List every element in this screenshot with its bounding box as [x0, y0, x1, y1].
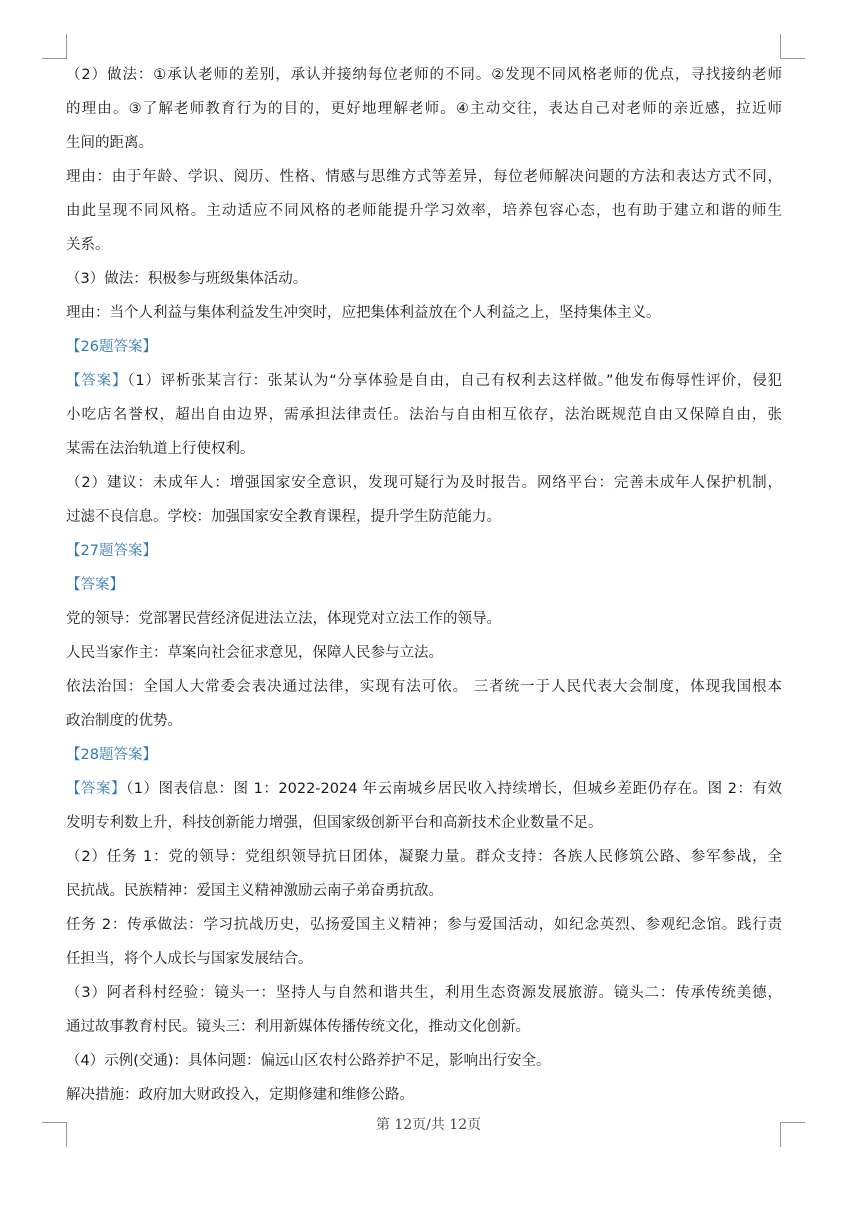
line-text: 过滤不良信息。学校：加强国家安全教育课程，提升学生防范能力。: [66, 509, 501, 525]
text-line: [66, 602, 782, 636]
section-heading: [66, 738, 782, 772]
line-text: 小吃店名誉权，超出自由边界，需承担法律责任。法治与自由相互依存，法治既规范自由又保障自由，张: [66, 407, 782, 423]
line-text: 理由：当个人利益与集体利益发生冲突时，应把集体利益放在个人利益之上，坚持集体主义。: [66, 305, 661, 321]
line-text: （3）做法：积极参与班级集体活动。: [66, 271, 308, 287]
line-text: （1）图表信息：图 1：2022-2024 年云南城乡居民收入持续增长，但城乡差距仍存在。图 2：有效: [126, 781, 782, 797]
line-text: （2）任务 1：党的领导：党组织领导抗日团体，凝聚力量。群众支持：各族人民修筑公路、参军参战，全: [66, 849, 782, 865]
text-line: [66, 1044, 782, 1078]
text-line: [66, 160, 782, 194]
line-text: （1）评析张某言行：张某认为“分享体验是自由，自己有权利去这样做。”他发布侮辱性评价，侵犯: [127, 373, 782, 389]
text-line: [66, 58, 782, 92]
text-line: [66, 670, 782, 704]
text-line: [66, 1010, 782, 1044]
text-line: [66, 976, 782, 1010]
text-line: [66, 228, 782, 262]
line-text: 人民当家作主：草案向社会征求意见，保障人民参与立法。: [66, 645, 443, 661]
text-line: [66, 262, 782, 296]
crop-mark-top-right: [780, 34, 805, 59]
text-line: [66, 704, 782, 738]
text-line: [66, 942, 782, 976]
text-line: [66, 1078, 782, 1112]
answer-label: 【26题答案】: [66, 339, 157, 355]
text-line: [66, 908, 782, 942]
answer-label: 【28题答案】: [66, 747, 157, 763]
answer-label: 【答案】: [66, 781, 127, 797]
line-text: 党的领导：党部署民营经济促进法立法，体现党对立法工作的领导。: [66, 611, 501, 627]
line-text: 任务 2：传承做法：学习抗战历史，弘扬爱国主义精神；参与爱国活动，如纪念英烈、参观纪念馆。践行责: [66, 917, 782, 933]
line-text: 关系。: [66, 237, 110, 253]
text-line: [66, 398, 782, 432]
text-line: [66, 636, 782, 670]
text-line: [66, 840, 782, 874]
section-heading: [66, 534, 782, 568]
text-line: [66, 500, 782, 534]
line-text: 任担当，将个人成长与国家发展结合。: [66, 951, 313, 967]
line-text: 通过故事教育村民。镜头三：利用新媒体传播传统文化，推动文化创新。: [66, 1019, 530, 1035]
line-text: （3）阿者科村经验：镜头一：坚持人与自然和谐共生，利用生态资源发展旅游。镜头二：传承传统美德，: [66, 985, 782, 1001]
text-line: [66, 296, 782, 330]
line-text: 由此呈现不同风格。主动适应不同风格的老师能提升学习效率，培养包容心态，也有助于建立和谐的师生: [66, 203, 782, 219]
text-line: [66, 772, 782, 806]
line-text: 生间的距离。: [66, 135, 153, 151]
line-text: （2）做法：①承认老师的差别，承认并接纳每位老师的不同。②发现不同风格老师的优点，寻找接纳老师: [66, 67, 782, 83]
line-text: 民抗战。民族精神：爱国主义精神激励云南子弟奋勇抗敌。: [66, 883, 443, 899]
section-heading: [66, 568, 782, 602]
text-line: [66, 432, 782, 466]
text-line: [66, 126, 782, 160]
text-line: [66, 194, 782, 228]
document-body: [66, 58, 782, 1112]
text-line: [66, 466, 782, 500]
line-text: （2）建议：未成年人：增强国家安全意识，发现可疑行为及时报告。网络平台：完善未成年人保护机制，: [66, 475, 782, 491]
text-line: [66, 806, 782, 840]
line-text: 依法治国：全国人大常委会表决通过法律，实现有法可依。 三者统一于人民代表大会制度，体现我国根本: [66, 679, 782, 695]
crop-mark-top-left: [42, 34, 67, 59]
line-text: 理由：由于年龄、学识、阅历、性格、情感与思维方式等差异，每位老师解决问题的方法和表达方式不同，: [66, 169, 782, 185]
answer-label: 【答案】: [66, 577, 124, 593]
answer-label: 【27题答案】: [66, 543, 157, 559]
line-text: 发明专利数上升，科技创新能力增强，但国家级创新平台和高新技术企业数量不足。: [66, 815, 603, 831]
answer-label: 【答案】: [66, 373, 128, 389]
line-text: 的理由。③了解老师教育行为的目的，更好地理解老师。④主动交往，表达自己对老师的亲近感，拉近师: [66, 101, 782, 117]
line-text: 解决措施：政府加大财政投入，定期修建和维修公路。: [66, 1087, 414, 1103]
text-line: [66, 874, 782, 908]
text-line: [66, 364, 782, 398]
text-line: [66, 92, 782, 126]
section-heading: [66, 330, 782, 364]
line-text: 某需在法治轨道上行使权利。: [66, 441, 255, 457]
line-text: （4）示例(交通)：具体问题：偏远山区农村公路养护不足，影响出行安全。: [66, 1053, 551, 1069]
line-text: 政治制度的优势。: [66, 713, 182, 729]
page-footer: 第 12页/共 12页: [375, 1117, 482, 1133]
